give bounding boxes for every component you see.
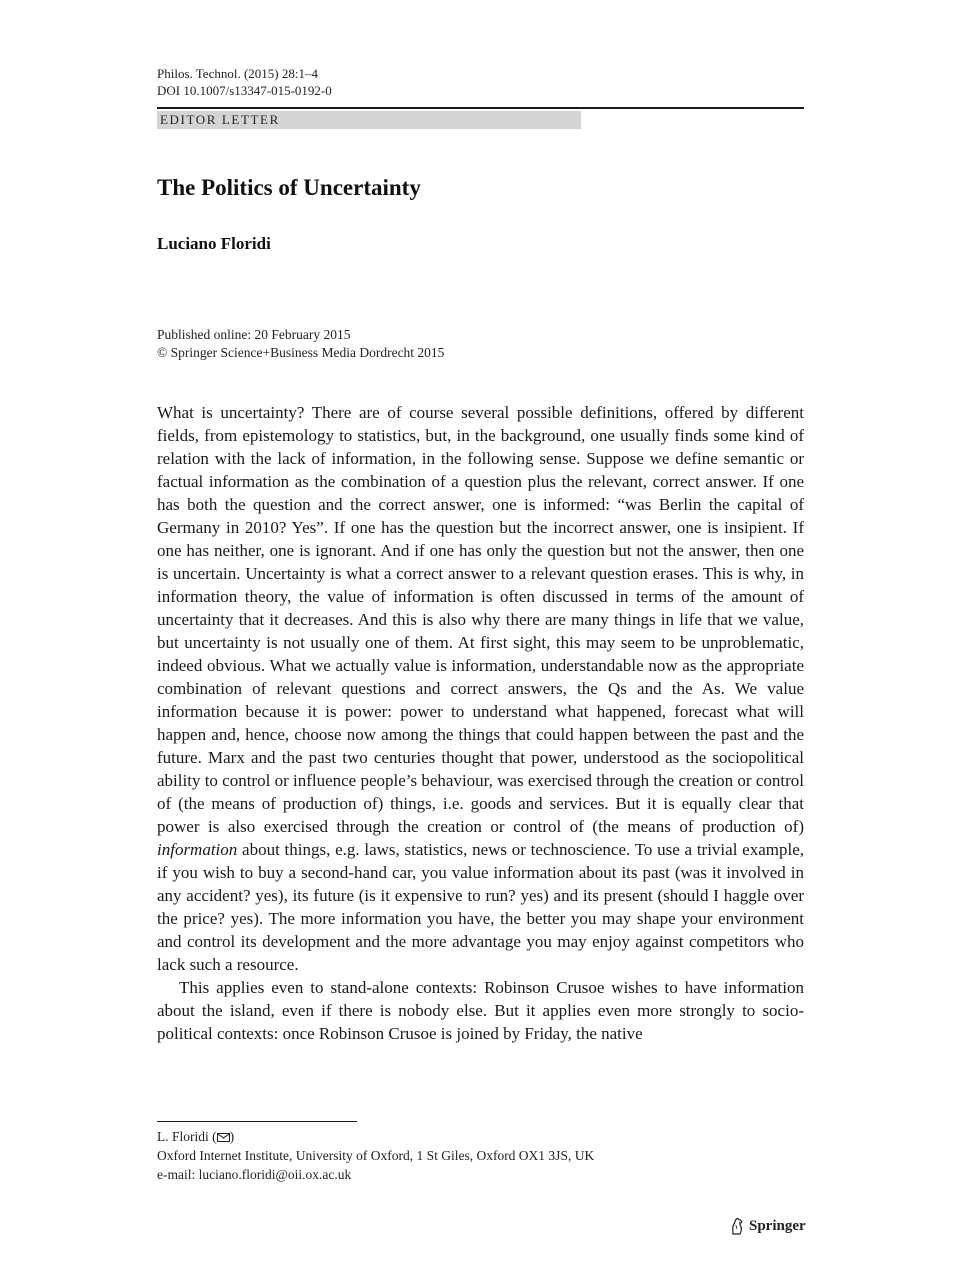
- paragraph-1-part-b: about things, e.g. laws, statistics, news or technoscience. To use a trivial example, if you wish to buy a second-hand car, you value information about its past (was it involved in any accident? yes), its future (is it expensive to run? yes) and its present (should I haggle over the price? yes). The more information you have, the better you may shape your environment and control its development and the more advantage you may enjoy against competitors who lack such a resource.: [157, 840, 804, 974]
- publication-info: [157, 326, 444, 362]
- article-title: The Politics of Uncertainty: [157, 175, 421, 200]
- header-rule: [157, 107, 804, 109]
- body-text: [157, 401, 804, 1045]
- footnote-affiliation: Oxford Internet Institute, University of Oxford, 1 St Giles, Oxford OX1 3JS, UK: [157, 1148, 595, 1163]
- publisher-logo: [729, 1216, 806, 1236]
- horse-icon: [729, 1216, 745, 1236]
- emphasis-information: information: [157, 840, 238, 859]
- footnote-author-close: ): [229, 1129, 235, 1144]
- doi: DOI 10.1007/s13347-015-0192-0: [157, 83, 332, 98]
- author-footnote: [157, 1127, 594, 1184]
- journal-citation: Philos. Technol. (2015) 28:1–4: [157, 66, 318, 81]
- envelope-icon: [217, 1133, 230, 1142]
- publisher-name: Springer: [749, 1217, 806, 1234]
- footnote-author-line: [157, 1127, 594, 1146]
- footnote-rule: [157, 1121, 357, 1122]
- journal-meta: [157, 65, 332, 99]
- paragraph-1-part-a: What is uncertainty? There are of course several possible definitions, offered by different fields, from epistemology to statistics, but, in the background, one usually finds some kind of relation with the lack of information, in the following sense. Suppose we define semantic or factual information as the combination of a question plus the relevant, correct answer. If one has both the question and the correct answer, one is informed: “was Berlin the capital of Germany in 2010? Yes”. If one has the question but the incorrect answer, one is insipient. If one has neither, one is ignorant. And if one has only the question but not the answer, then one is uncertain. Uncertainty is what a correct answer to a relevant question erases. This is why, in information theory, the value of information is often discussed in terms of the amount of uncertainty that it decreases. And this is also why there are many things in life that we value, but uncertainty is not usually one of them. At first sight, this may seem to be unproblematic, indeed obvious. What we actually value is information, understandable now as the appropriate combination of relevant questions and correct answers, the Qs and the As. We value information because it is power: power to understand what happened, forecast what will happen and, hence, choose now among the things that could happen between the past and the future. Marx and the past two centuries thought that power, understood as the sociopolitical ability to control or influence people’s behaviour, was exercised through the creation or control of (the means of production of) things, i.e. goods and services. But it is equally clear that power is also exercised through the creation or control of (the means of production of): [157, 403, 804, 836]
- published-date: Published online: 20 February 2015: [157, 327, 351, 342]
- footnote-email: e-mail: luciano.floridi@oii.ox.ac.uk: [157, 1167, 352, 1182]
- footnote-author: L. Floridi (: [157, 1129, 217, 1144]
- paragraph-1: [157, 401, 804, 976]
- author-name: Luciano Floridi: [157, 234, 271, 253]
- section-label: EDITOR LETTER: [160, 112, 280, 127]
- copyright: © Springer Science+Business Media Dordrecht 2015: [157, 345, 445, 360]
- paragraph-2: This applies even to stand-alone contexts: Robinson Crusoe wishes to have information about the island, even if there is nobody else. But it applies even more strongly to socio-political contexts: once Robinson Crusoe is joined by Friday, the native: [157, 978, 804, 1043]
